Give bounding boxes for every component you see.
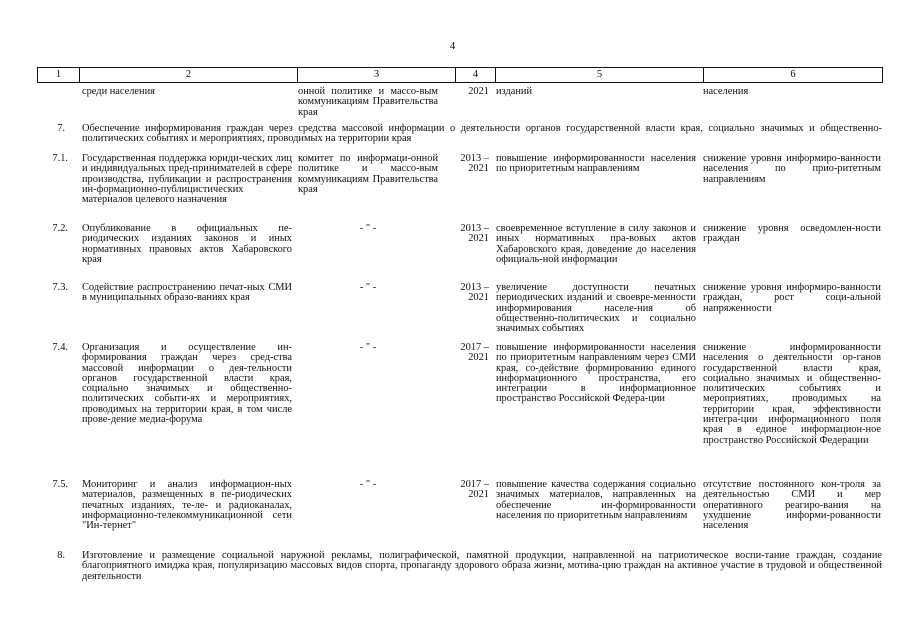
continuation-result: изданий (496, 86, 533, 97)
row-result: своевременное вступление в силу законов и иных нормативных пра-вовых актов Хабаровского края, доведение до населения официаль-ной информации (496, 223, 696, 265)
row-result: увеличение доступности печатных периодических изданий и своевре-менности информирования населе-ния об общественно-политических и социально значимых событиях (496, 282, 696, 335)
row-years-end: 2021 (468, 163, 489, 174)
row-years-end: 2021 (468, 292, 489, 303)
row-years-end: 2021 (468, 233, 489, 244)
row-executor: - " - (359, 479, 377, 490)
row-activity: Организация и осуществление ин-формирования граждан через сред-ства массовой информации о дея-тельности органов государственной власти края, социально значимых и общественно-политических событи-ях и мероприятиях, проводимых на территории края, в том числе прове-дение медиа-форума (82, 342, 292, 426)
continuation-years: 2021 (468, 86, 489, 97)
continuation-consequence: населения (703, 86, 749, 97)
row-activity: Опубликование в официальных пе-риодических изданиях законов и иных нормативных правовых актов Хабаровского края (82, 223, 292, 265)
continuation-executor: онной политике и массо-вым коммуникациям Правительства края (298, 86, 438, 118)
row-years-start: 2013 – (460, 153, 489, 164)
row-consequence: снижение уровня осведомлен-ности граждан (703, 223, 881, 245)
column-header-4: 4 (456, 68, 496, 83)
row-executor: - " - (359, 342, 377, 353)
row-result: повышение информированности населения по приоритетным направлениям (496, 153, 696, 175)
continuation-activity: среди населения (82, 86, 155, 97)
row-number: 7.1. (52, 153, 68, 164)
row-consequence: снижение уровня информиро-ванности граждан, рост соци-альной напряженности (703, 282, 881, 314)
row-years-end: 2021 (468, 352, 489, 363)
row-executor: - " - (359, 223, 377, 234)
section-7-number: 7. (57, 123, 65, 134)
row-executor: - " - (359, 282, 377, 293)
row-years-start: 2017 – (460, 342, 489, 353)
page-number: 4 (449, 40, 456, 52)
row-number: 7.3. (52, 282, 68, 293)
row-executor: комитет по информаци-онной политике и массо-вым коммуникациям Правительства края (298, 153, 438, 195)
column-header-5: 5 (496, 68, 704, 83)
row-activity: Государственная поддержка юриди-ческих лиц и индивидуальных пред-принимателей в сфере производства, публикации и распространения ин-формационно-публицистических материалов целевого назначения (82, 153, 292, 206)
row-number: 7.2. (52, 223, 68, 234)
column-header-2: 2 (80, 68, 298, 83)
row-consequence: отсутствие постоянного кон-троля за деятельностью СМИ и мер оперативного реагиро-вания на ухудшение информи-рованности населения (703, 479, 881, 532)
row-number: 7.4. (52, 342, 68, 353)
row-years-start: 2017 – (460, 479, 489, 490)
row-number: 7.5. (52, 479, 68, 490)
column-header-3: 3 (298, 68, 456, 83)
row-years-start: 2013 – (460, 223, 489, 234)
row-consequence: снижение информированности населения о деятельности ор-ганов государственной власти края, социально значимых и общественно-политических событиях и мероприятиях, проводимых на территории края, эффективности интегра-ции информационного поля края в единое информацион-ное пространство Российской Федерации (703, 342, 881, 446)
row-result: повышение информированности населения по приоритетным направлениям через СМИ края, со-действие формированию единого информационного пространства, его интеграции в информационное пространство Российской Федера-ции (496, 342, 696, 405)
row-years-end: 2021 (468, 489, 489, 500)
section-7-text: Обеспечение информирования граждан через средства массовой информации о деятельности органов государственной власти края, социально значимых и общественно-политических событиях и мероприятиях, проводимых на территории края (82, 123, 882, 145)
row-activity: Содействие распространению печат-ных СМИ в муниципальных образо-ваниях края (82, 282, 292, 304)
row-result: повышение качества содержания социально значимых материалов, направленных на обеспечение ин-формированности населения по приоритетным направлениям (496, 479, 696, 521)
row-consequence: снижение уровня информиро-ванности населения по прио-ритетным направлениям (703, 153, 881, 185)
column-header-6: 6 (704, 68, 883, 83)
row-activity: Мониторинг и анализ информацион-ных материалов, размещенных в пе-риодических печатных изданиях, те-ле- и радиоканалах, информационно-телекоммуникационной сети "Ин-тернет" (82, 479, 292, 532)
section-8-number: 8. (57, 550, 65, 561)
column-header-row (37, 67, 883, 83)
section-8-text: Изготовление и размещение социальной наружной рекламы, полиграфической, памятной продукции, направленной на патриотическое воспи-тание граждан, создание благоприятного имиджа края, популяризацию массовых видов спорта, пропаганду здорового образа жизни, мотива-цию граждан на активное участие в трудовой и общественной деятельности (82, 550, 882, 582)
row-years-start: 2013 – (460, 282, 489, 293)
column-header-1: 1 (38, 68, 80, 83)
